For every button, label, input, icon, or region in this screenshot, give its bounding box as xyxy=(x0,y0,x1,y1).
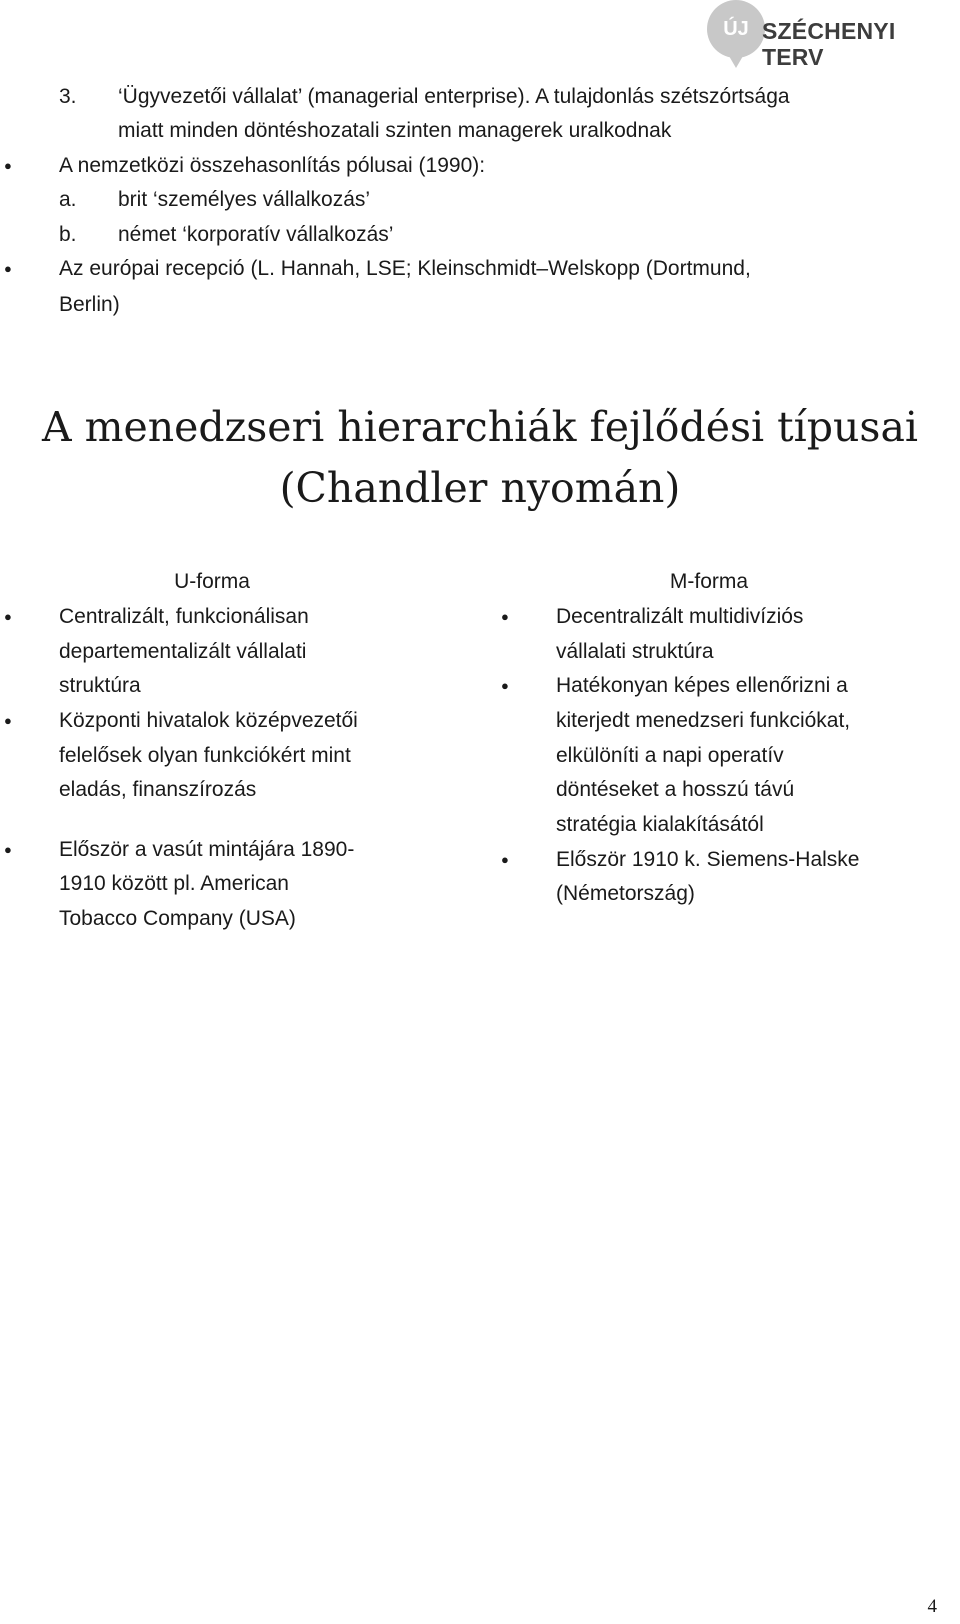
bullet-icon: ● xyxy=(501,609,509,624)
m-forma-heading: M-forma xyxy=(669,570,749,593)
right-b1-line: Decentralizált multidivíziós xyxy=(556,605,804,628)
logo-mark-text: ÚJ xyxy=(723,18,749,40)
page-number: 4 xyxy=(927,1596,937,1617)
list-number: 3. xyxy=(59,85,77,108)
right-b2-line: döntéseket a hosszú távú xyxy=(556,778,795,801)
logo-pin-tail xyxy=(722,44,750,68)
logo-text: SZÉCHENYI TERV xyxy=(762,18,896,70)
left-b2-line: felelősek olyan funkciókért mint xyxy=(59,744,351,767)
left-b2-line: Központi hivatalok középvezetői xyxy=(59,709,358,732)
bullet-icon: ● xyxy=(501,852,509,867)
left-b3-line: 1910 között pl. American xyxy=(59,872,289,895)
bullet-icon: ● xyxy=(4,609,12,624)
bullet2-line2: Berlin) xyxy=(59,293,120,316)
bullet1-text: A nemzetközi összehasonlítás pólusai (1990): xyxy=(59,154,486,177)
left-b2-line: eladás, finanszírozás xyxy=(59,778,257,801)
right-b2-line: stratégia kialakításától xyxy=(556,813,764,836)
list-letter: a. xyxy=(59,188,77,211)
right-b1-line: vállalati struktúra xyxy=(556,640,714,663)
section-title-line1: A menedzseri hierarchiák fejlődési típusai xyxy=(41,403,919,451)
left-b1-line: Centralizált, funkcionálisan xyxy=(59,605,309,628)
sub-a-text: brit ‘személyes vállalkozás’ xyxy=(118,188,371,211)
item3-line1: ‘Ügyvezetői vállalat’ (managerial enterprise). A tulajdonlás szétszórtsága xyxy=(118,85,790,108)
bullet-icon: ● xyxy=(4,842,12,857)
szechenyi-terv-logo xyxy=(700,0,960,82)
right-b2-line: kiterjedt menedzseri funkciókat, xyxy=(556,709,851,732)
left-b1-line: struktúra xyxy=(59,674,141,697)
bullet-icon: ● xyxy=(4,261,12,276)
right-b2-line: elkülöníti a napi operatív xyxy=(556,744,784,767)
section-title-line2: (Chandler nyomán) xyxy=(279,464,681,512)
left-b1-line: departementalizált vállalati xyxy=(59,640,307,663)
list-letter: b. xyxy=(59,223,77,246)
item3-line2: miatt minden döntéshozatali szinten managerek uralkodnak xyxy=(118,119,672,142)
right-b3-line: (Németország) xyxy=(556,882,695,905)
right-b2-line: Hatékonyan képes ellenőrizni a xyxy=(556,674,848,697)
u-forma-heading: U-forma xyxy=(174,570,250,593)
left-b3-line: Tobacco Company (USA) xyxy=(59,907,296,930)
bullet2-line1: Az európai recepció (L. Hannah, LSE; Kleinschmidt–Welskopp (Dortmund, xyxy=(59,257,751,280)
bullet-icon: ● xyxy=(4,158,12,173)
left-b3-line: Először a vasút mintájára 1890- xyxy=(59,838,355,861)
bullet-icon: ● xyxy=(501,678,509,693)
bullet-icon: ● xyxy=(4,713,12,728)
sub-b-text: német ‘korporatív vállalkozás’ xyxy=(118,223,394,246)
right-b3-line: Először 1910 k. Siemens-Halske xyxy=(556,848,860,871)
